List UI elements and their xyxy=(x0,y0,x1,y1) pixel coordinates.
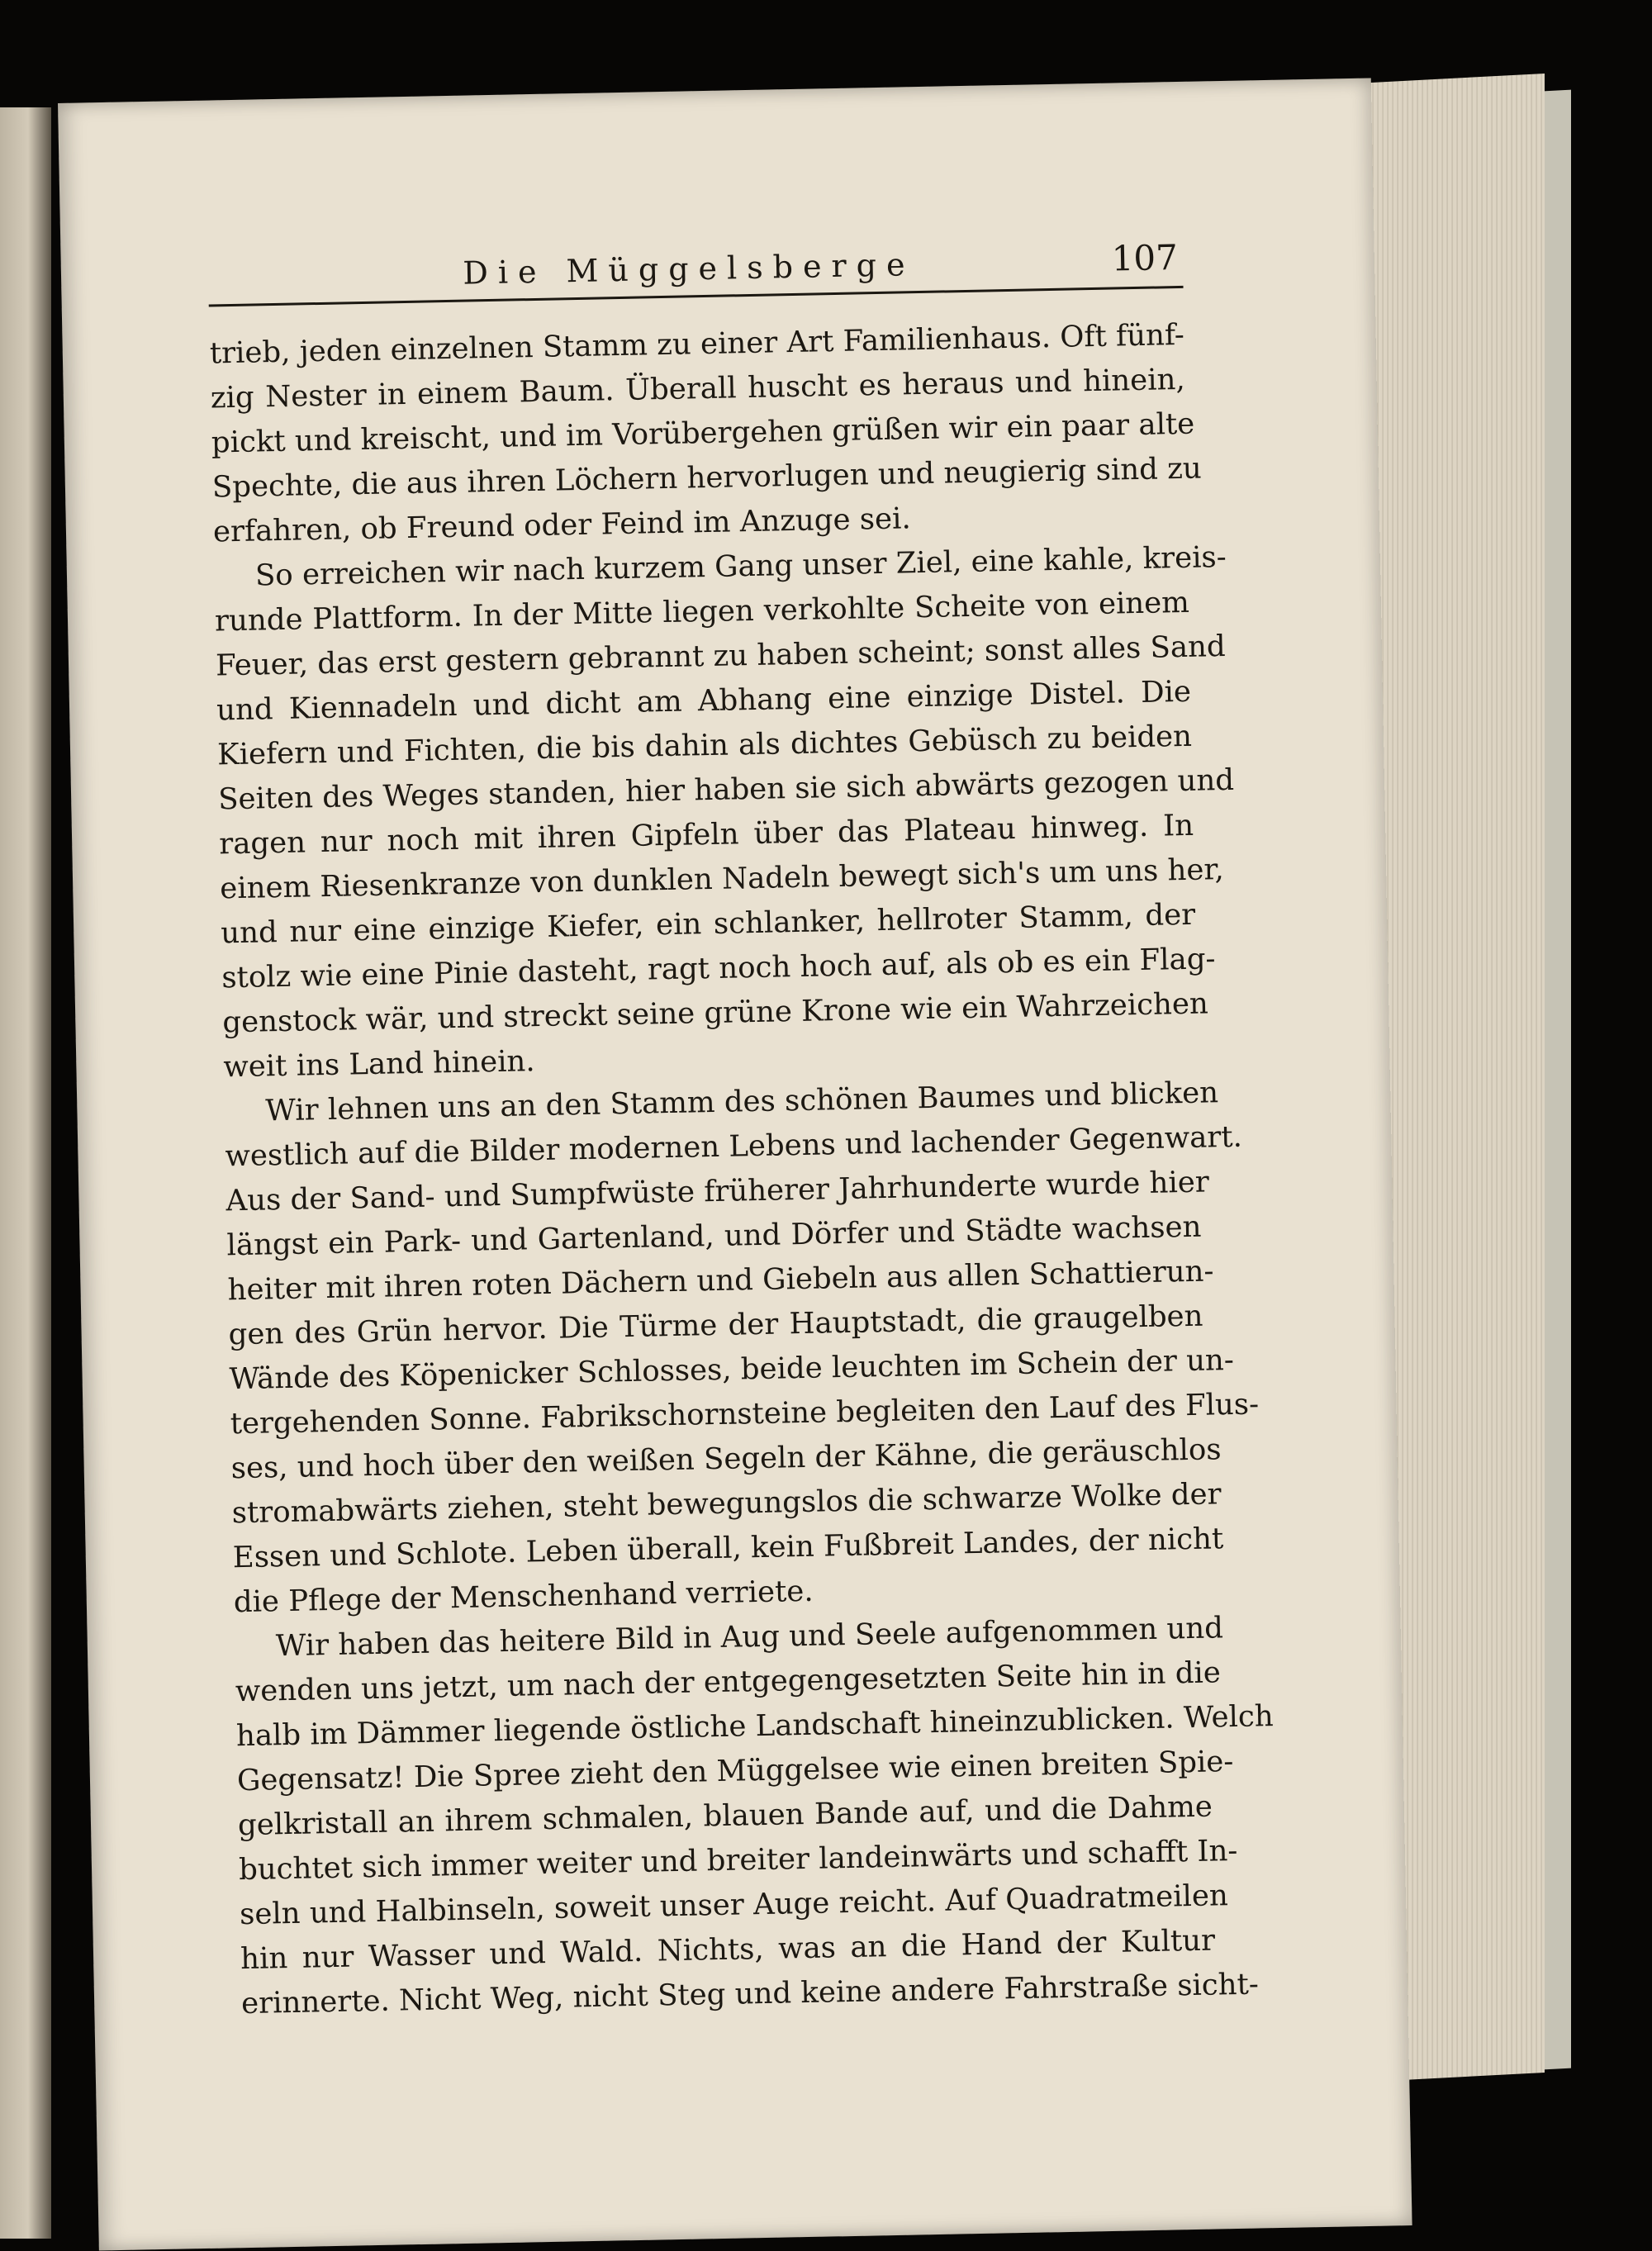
text-line: und Kiennadeln und dicht am Abhang eine einzige Distel. Die xyxy=(216,674,1192,728)
text-line: die Pflege der Menschenhand verriete. xyxy=(233,1574,814,1620)
text-line: Essen und Schlote. Leben überall, kein Fußbreit Landes, der nicht xyxy=(232,1522,1224,1575)
text-line: Seiten des Weges standen, hier haben sie sich abwärts gezogen und xyxy=(217,762,1235,817)
text-line: So erreichen wir nach kurzem Gang unser Ziel, eine kahle, kreis- xyxy=(254,539,1227,593)
text-line: tergehenden Sonne. Fabrikschornsteine begleiten den Lauf des Flus- xyxy=(230,1387,1260,1441)
text-line: längst ein Park- und Gartenland, und Dörfer und Städte wachsen xyxy=(226,1209,1202,1263)
paragraph xyxy=(234,1607,1274,2027)
text-line: genstock wär, und streckt seine grüne Krone wie ein Wahrzeichen xyxy=(222,986,1209,1040)
text-line: ses, und hoch über den weißen Segeln der Kähne, die geräuschlos xyxy=(230,1432,1222,1486)
text-line: zig Nester in einem Baum. Überall huscht es heraus und hinein, xyxy=(210,362,1186,416)
text-line: Wir lehnen uns an den Stamm des schönen Baumes und blicken xyxy=(265,1076,1219,1128)
text-line: Spechte, die aus ihren Löchern hervorlugen und neugierig sind zu xyxy=(211,451,1203,505)
text-line: gelkristall an ihrem schmalen, blauen Bande auf, und die Dahme xyxy=(237,1789,1213,1843)
text-line: stolz wie eine Pinie dasteht, ragt noch hoch auf, als ob es ein Flag- xyxy=(221,942,1216,995)
text-line: pickt und kreischt, und im Vorübergehen grüßen wir ein paar alte xyxy=(211,406,1195,460)
text-line: runde Plattform. In der Mitte liegen verkohlte Scheite von einem xyxy=(214,585,1190,639)
previous-page-edge xyxy=(0,107,51,2239)
text-line: erinnerte. Nicht Weg, nicht Steg und keine andere Fahrstraße sicht- xyxy=(240,1967,1260,2021)
paragraph xyxy=(224,1071,1260,1626)
text-line: Feuer, das erst gestern gebrannt zu haben scheint; sonst alles Sand xyxy=(215,629,1226,683)
page-text-block xyxy=(207,226,1274,2026)
text-line: ragen nur noch mit ihren Gipfeln über das Plateau hinweg. In xyxy=(218,808,1194,862)
text-line: hin nur Wasser und Wald. Nichts, was an die Hand der Kultur xyxy=(240,1923,1216,1977)
text-line: und nur eine einzige Kiefer, ein schlanker, hellroter Stamm, der xyxy=(220,897,1196,951)
text-line: Wände des Köpenicker Schlosses, beide leuchten im Schein der un- xyxy=(229,1342,1235,1397)
text-line: stromabwärts ziehen, steht bewegungslos die schwarze Wolke der xyxy=(231,1477,1222,1531)
text-line: wenden uns jetzt, um nach der entgegengesetzten Seite hin in die xyxy=(235,1655,1222,1709)
paragraph xyxy=(214,536,1235,1090)
body-text xyxy=(209,313,1274,2026)
book-page xyxy=(58,78,1412,2250)
page-number: 107 xyxy=(1111,237,1179,279)
text-line: buchtet sich immer weiter und breiter landeinwärts und schafft In- xyxy=(238,1833,1238,1888)
text-line: weit ins Land hinein. xyxy=(223,1044,535,1085)
text-line: Gegensatz! Die Spree zieht den Müggelsee wie einen breiten Spie- xyxy=(236,1745,1234,1798)
text-line: halb im Dämmer liegende östliche Landschaft hineinzublicken. Welch xyxy=(235,1699,1274,1754)
text-line: erfahren, ob Freund oder Feind im Anzuge sei. xyxy=(212,501,912,549)
text-line: Aus der Sand- und Sumpfwüste früherer Jahrhunderte wurde hier xyxy=(225,1165,1210,1218)
text-line: westlich auf die Bilder modernen Lebens und lachender Gegenwart. xyxy=(225,1119,1243,1174)
paragraph xyxy=(209,313,1203,555)
text-line: gen des Grün hervor. Die Türme der Hauptstadt, die graugelben xyxy=(228,1299,1203,1352)
text-line: Wir haben das heitere Bild in Aug und Seele aufgenommen und xyxy=(275,1611,1224,1664)
text-line: seln und Halbinseln, soweit unser Auge reicht. Auf Quadratmeilen xyxy=(239,1878,1229,1932)
running-title: Die Müggelsberge xyxy=(462,246,915,292)
text-line: Kiefern und Fichten, die bis dahin als dichtes Gebüsch zu beiden xyxy=(216,719,1193,772)
text-line: trieb, jeden einzelnen Stamm zu einer Art Familienhaus. Oft fünf- xyxy=(209,317,1185,371)
running-header xyxy=(207,226,1183,297)
text-line: heiter mit ihren roten Dächern und Giebeln aus allen Schattierun- xyxy=(227,1254,1214,1308)
text-line: einem Riesenkranze von dunklen Nadeln bewegt sich's um uns her, xyxy=(219,852,1225,906)
